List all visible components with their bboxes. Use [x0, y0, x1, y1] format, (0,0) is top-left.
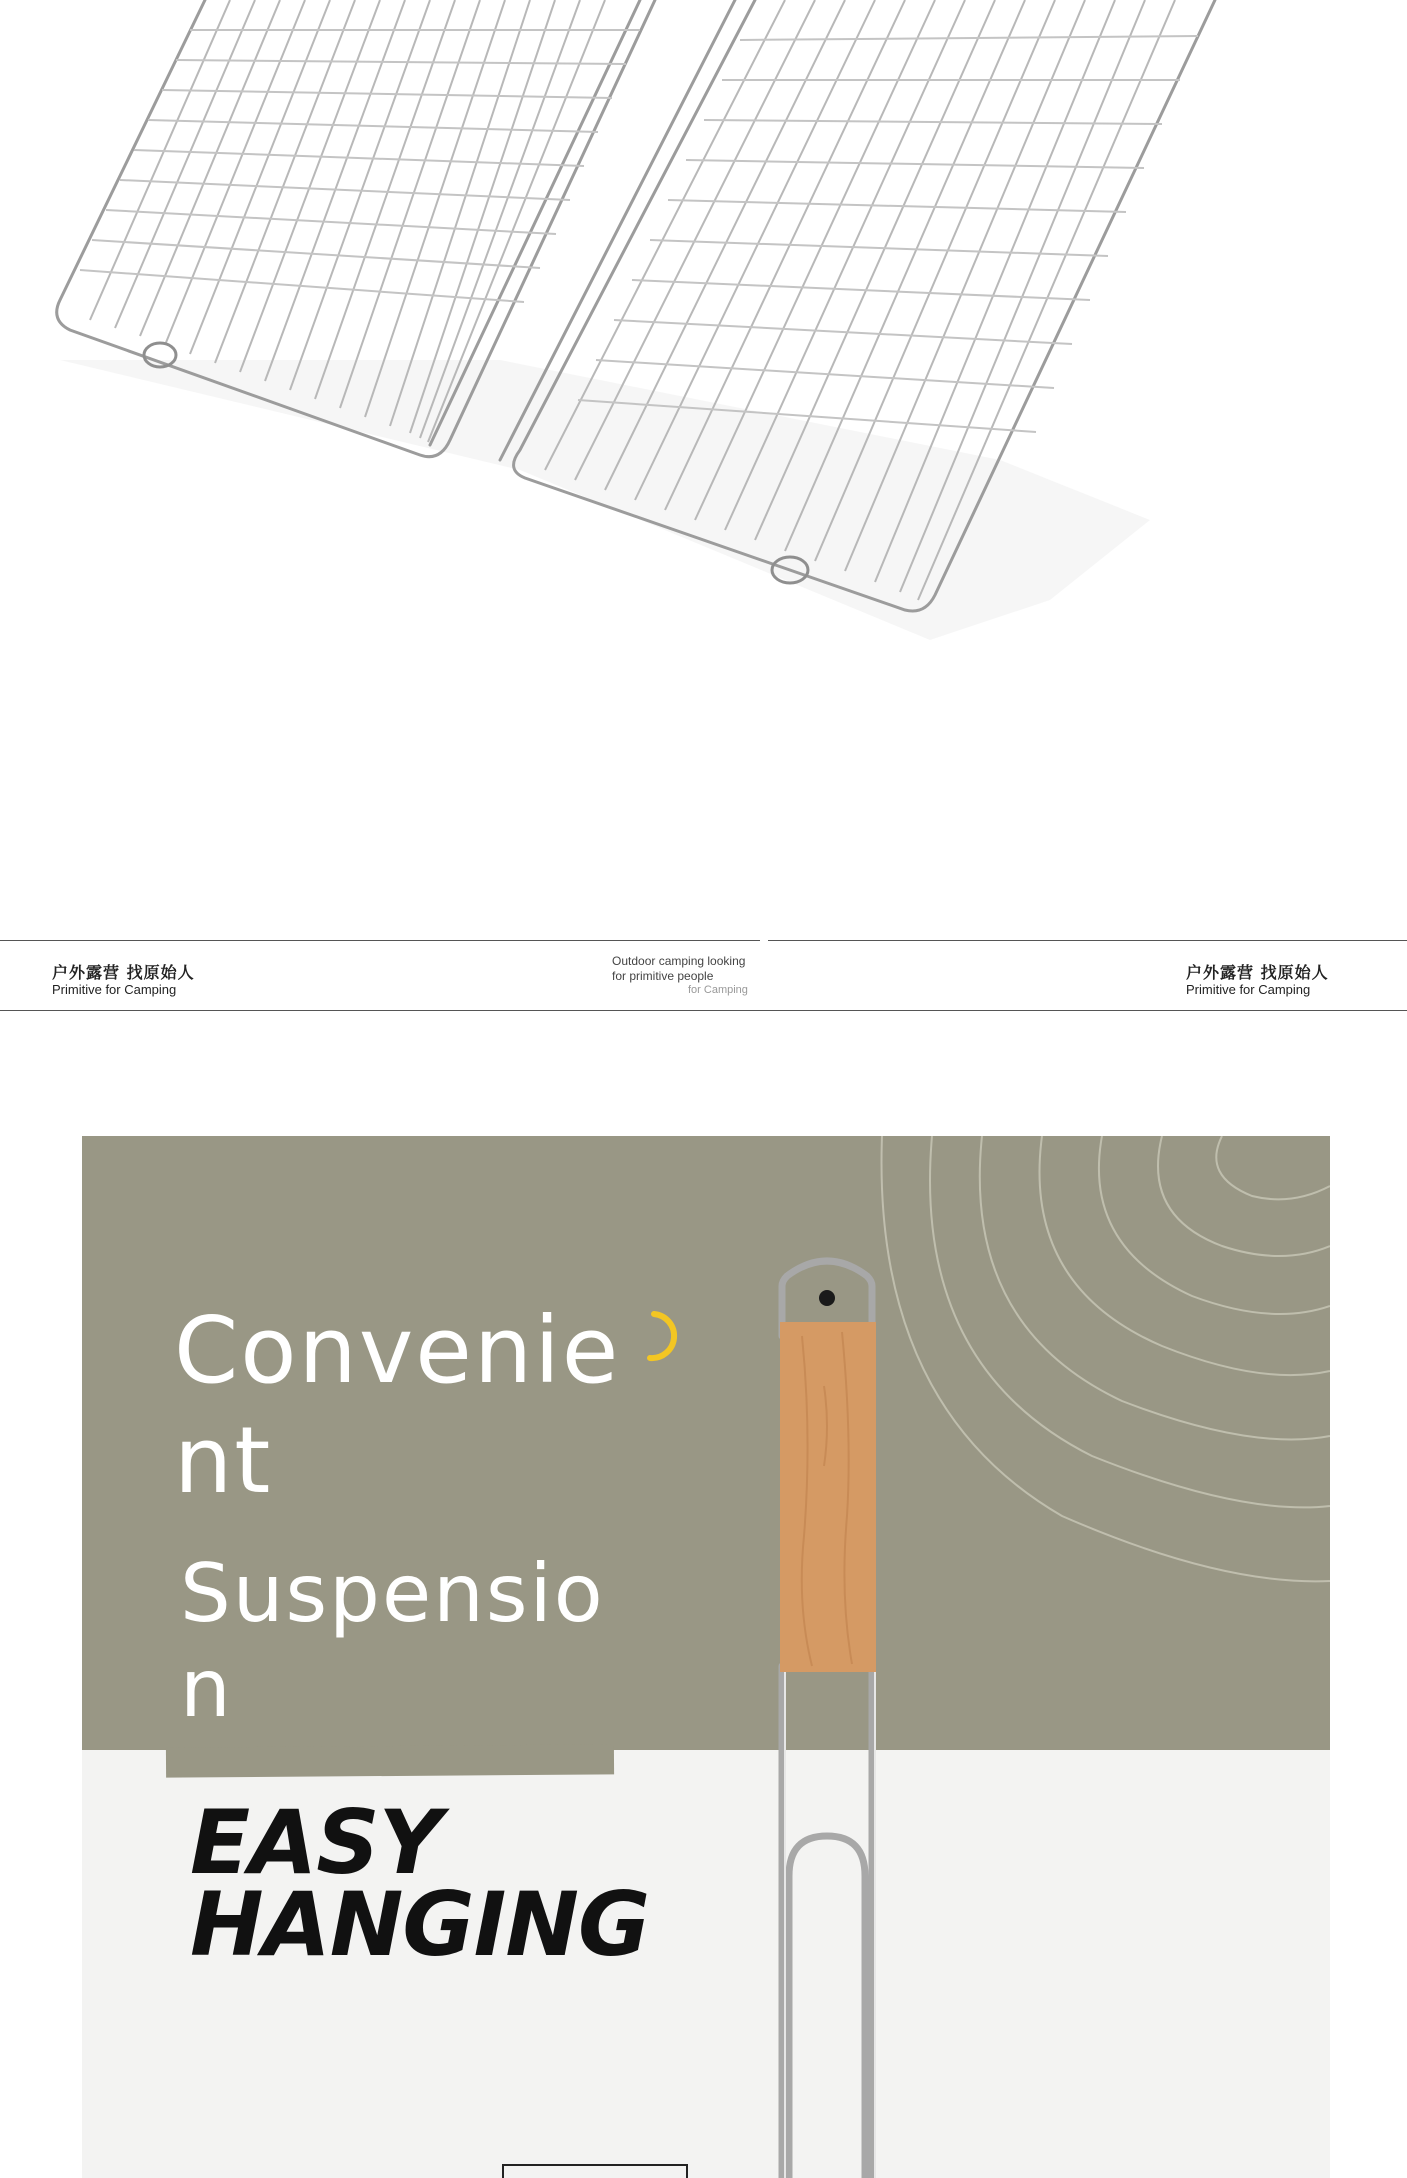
banner-mid-line1: Outdoor camping looking — [612, 954, 746, 968]
title-line-1: Convenie — [174, 1297, 621, 1404]
grill-basket-illustration — [0, 0, 1407, 930]
banner-top-line-right — [768, 940, 1407, 941]
subtitle-line-1: Suspensio — [180, 1547, 605, 1640]
headline-hanging: HANGING — [190, 1873, 650, 1976]
banner-left-en: Primitive for Camping — [52, 982, 177, 997]
headline-easy: EASY — [190, 1791, 442, 1894]
banner-mid-ghost: for Camping — [688, 984, 748, 996]
grill-photo — [0, 0, 1407, 930]
outline-box — [502, 2164, 688, 2178]
title-line-2: nt — [174, 1407, 273, 1514]
card-decoration — [82, 1136, 1330, 2178]
yellow-arc-icon — [650, 1314, 674, 1358]
subtitle-line-2: n — [180, 1642, 233, 1735]
banner-top-line-left — [0, 940, 760, 941]
banner-left-cn: 户外露营 找原始人 — [52, 963, 195, 982]
hang-hole-icon — [819, 1290, 835, 1306]
product-feature-card — [82, 1136, 1330, 2178]
wood-handle — [780, 1322, 876, 1672]
banner-mid-line2: for primitive people — [612, 969, 714, 983]
label-strip — [166, 1744, 614, 1777]
banner-bottom-line — [0, 1010, 1407, 1011]
brand-banner — [0, 940, 1407, 1012]
banner-right-en: Primitive for Camping — [1186, 982, 1311, 997]
banner-right-cn: 户外露营 找原始人 — [1186, 963, 1329, 982]
